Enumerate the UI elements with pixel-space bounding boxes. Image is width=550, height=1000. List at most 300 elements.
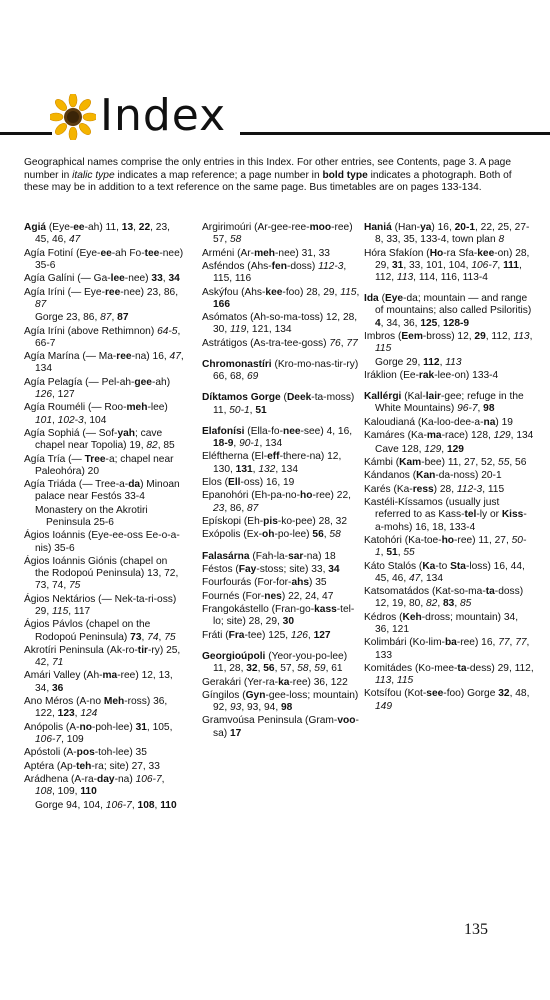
index-entry xyxy=(202,529,360,541)
text-run: 112-3 xyxy=(318,260,344,272)
text-run: -ah Fo- xyxy=(111,247,145,259)
index-entry xyxy=(24,273,184,285)
text-run: 50-1 xyxy=(229,404,250,416)
index-entry xyxy=(364,293,534,330)
text-run: meh xyxy=(254,247,276,259)
text-run: 87 xyxy=(117,312,129,324)
text-run: 129 xyxy=(424,443,442,455)
index-entry xyxy=(364,586,534,610)
text-run: Kiss xyxy=(501,509,524,521)
text-run: -dross; mountain) 34, 36, 121 xyxy=(375,611,519,635)
index-entry xyxy=(202,287,360,311)
text-run: Kamáres (Ka- xyxy=(364,430,427,442)
text-run: see xyxy=(426,688,444,700)
index-entry xyxy=(364,612,534,636)
index-entry xyxy=(24,556,184,593)
text-run: 115 xyxy=(375,343,392,355)
text-run: ee xyxy=(73,222,85,233)
index-entry xyxy=(24,645,184,669)
text-run: , xyxy=(439,356,446,368)
text-run: Ano Méros (A-no xyxy=(24,696,104,708)
text-run: , 48, xyxy=(509,688,530,700)
text-run: 55 xyxy=(498,456,510,468)
text-run: , 134 xyxy=(510,430,534,442)
text-run: Káto Stalós ( xyxy=(364,560,423,572)
text-run: , xyxy=(391,675,397,687)
text-run: , 112, xyxy=(375,259,522,283)
text-run: kee xyxy=(265,286,283,298)
text-run: ma xyxy=(426,430,442,442)
text-run: -stoss; site) 33, xyxy=(256,563,329,575)
text-run: Eléftherna (El- xyxy=(202,451,268,463)
text-run: 106-7 xyxy=(471,259,498,271)
text-run: italic type xyxy=(72,169,115,181)
text-run: ress xyxy=(412,483,434,495)
text-run: -tel-lo; site) 28, 29, xyxy=(213,604,355,628)
index-entry xyxy=(24,479,184,503)
text-run: 125 xyxy=(420,317,438,329)
text-run: 31 xyxy=(392,259,404,271)
text-run: -ree) 36, 122 xyxy=(289,676,348,688)
text-run: 32 xyxy=(246,663,258,675)
index-column-3 xyxy=(364,222,534,714)
text-run: Arádhena (A-ra- xyxy=(24,774,98,786)
text-run: Gorge 23, 86, xyxy=(35,312,101,324)
index-entry xyxy=(202,222,360,246)
index-entry xyxy=(24,377,184,401)
text-run: -to xyxy=(435,560,451,572)
text-run: Eem xyxy=(401,331,423,342)
text-run: 106-7 xyxy=(35,733,62,745)
index-entry xyxy=(202,551,360,563)
text-run: 87 xyxy=(35,298,47,310)
text-run: ahs xyxy=(291,577,310,589)
index-subentry xyxy=(24,505,184,529)
text-run: tel xyxy=(464,509,477,521)
text-run: Tree xyxy=(84,453,106,465)
text-run: 77 xyxy=(346,337,358,349)
text-run: , 134 xyxy=(275,463,299,475)
text-run: , xyxy=(509,637,516,649)
text-run: , xyxy=(133,222,139,233)
text-run: , xyxy=(74,708,81,720)
text-run: , xyxy=(340,337,347,349)
text-run: 98 xyxy=(281,702,293,714)
index-entry xyxy=(202,651,360,675)
text-run: , 93, 94, xyxy=(241,702,281,714)
text-run: Amári Valley (Ah- xyxy=(24,670,103,682)
text-run: 108 xyxy=(137,799,155,811)
index-entry xyxy=(202,451,360,475)
text-run: Kam xyxy=(399,456,422,468)
text-run: Fráti ( xyxy=(202,629,229,641)
text-run: kee xyxy=(477,247,495,259)
text-run: -nee) 23, 86, xyxy=(120,286,179,298)
text-run: 113 xyxy=(445,356,462,368)
text-run: -see) 4, 16, xyxy=(300,425,353,437)
index-entry xyxy=(202,564,360,576)
text-run: ; cave chapel near Topolia) 19, xyxy=(35,427,163,452)
index-entry xyxy=(364,663,534,687)
text-run: 106-7 xyxy=(135,774,162,786)
text-run: Kolimbári (Ko-lim- xyxy=(364,637,445,649)
text-run: -ree) 11, 27, xyxy=(454,534,512,546)
text-run: 56 xyxy=(263,663,275,675)
text-run: -on) 28, 29, xyxy=(375,247,530,271)
text-run: 47 xyxy=(69,234,81,246)
text-run: Kallérgi xyxy=(364,391,402,403)
header-rule-left xyxy=(0,132,52,135)
text-run: -na) xyxy=(114,774,136,786)
text-run: , 61 xyxy=(325,663,343,675)
text-run: moo xyxy=(309,222,332,233)
text-run: , xyxy=(154,799,161,811)
text-run: -bee) 11, 27, 52, xyxy=(421,456,499,468)
index-entry xyxy=(202,392,360,416)
text-run: Asómatos (Ah-so-ma-toss) 12, 28, 30, xyxy=(202,312,358,336)
text-run: 29 xyxy=(474,331,486,342)
text-run: , xyxy=(233,437,240,449)
index-entry xyxy=(202,477,360,489)
page-number: 135 xyxy=(464,921,488,938)
text-run: 108 xyxy=(35,786,52,798)
text-run: 113 xyxy=(375,675,392,687)
text-run: 115 xyxy=(52,605,69,617)
intro-paragraph xyxy=(24,157,532,195)
text-run: , xyxy=(529,331,533,342)
text-run: , 121, 134 xyxy=(246,324,292,336)
index-entry xyxy=(24,428,184,452)
text-run: , 134 xyxy=(420,572,444,584)
index-subentry xyxy=(364,357,534,369)
text-run: 30 xyxy=(282,616,294,628)
text-run: Agía Tría (— xyxy=(24,453,85,465)
text-run: Akrotíri Peninsula (Ak-ro- xyxy=(24,644,138,656)
text-run: (Eye- xyxy=(46,222,74,233)
text-run: (Ella-fo- xyxy=(244,425,283,437)
text-run: ba xyxy=(444,637,457,649)
text-run: 111 xyxy=(503,259,519,271)
text-run: 50-1 xyxy=(375,534,527,559)
text-run: , 56 xyxy=(509,456,527,468)
text-run: ho xyxy=(441,534,455,546)
text-run: -da; mountain — and range of mountains; also called Psiloritis) xyxy=(375,293,532,317)
text-run: Kan xyxy=(416,470,436,482)
text-run: Kédros ( xyxy=(364,611,403,623)
index-entry xyxy=(202,604,360,628)
text-run: ma xyxy=(102,670,118,682)
text-run: , xyxy=(437,317,443,329)
text-run: 96-7 xyxy=(457,403,478,415)
index-column-2 xyxy=(202,222,360,741)
text-run: Féstos ( xyxy=(202,563,239,575)
index-subentry xyxy=(24,312,184,324)
index-column-1 xyxy=(24,222,184,813)
text-run: 69 xyxy=(247,371,259,383)
index-entry xyxy=(364,417,534,429)
index-entry xyxy=(364,248,534,285)
index-entry xyxy=(202,426,360,450)
text-run: Gramvoúsa Peninsula (Gram- xyxy=(202,715,338,727)
text-run: da xyxy=(128,479,141,491)
text-run: Agía Triáda (— Tree-a- xyxy=(24,479,129,491)
text-run: -ree) 16, xyxy=(456,637,499,649)
text-run: , xyxy=(308,663,315,675)
text-run: Ágios Nektários (— Nek-ta-ri-oss) 29, xyxy=(24,593,177,617)
text-run: Epískopi (Eh- xyxy=(202,515,264,527)
text-run: Arméni (Ar- xyxy=(202,247,255,259)
text-run: Frangokástello (Fran-go- xyxy=(202,604,315,616)
text-run: -ra Sfa- xyxy=(443,247,478,259)
text-run: -toh-lee) 35 xyxy=(94,747,147,759)
text-run: Agía Marína (— Ma- xyxy=(24,351,117,363)
text-run: 112 xyxy=(423,356,440,368)
text-run: , xyxy=(158,631,165,643)
text-run: Georgioúpoli xyxy=(202,650,266,662)
text-run: 90-1 xyxy=(239,437,260,449)
text-run: 110 xyxy=(80,786,97,798)
sunflower-icon xyxy=(50,94,96,140)
text-run: 82 xyxy=(425,598,438,610)
index-entry xyxy=(24,530,184,554)
text-run: Gorge 29, xyxy=(375,356,424,368)
index-entry xyxy=(364,391,534,415)
text-run: , xyxy=(252,463,259,475)
text-run: Apóstoli (A- xyxy=(24,747,77,759)
text-run: -dess) 29, 112, xyxy=(466,662,534,674)
text-run: Agía Sophiá (— Sof- xyxy=(24,427,118,439)
index-entry xyxy=(202,312,360,336)
index-entry xyxy=(202,630,360,642)
text-run: 124 xyxy=(80,708,98,720)
text-run: 83 xyxy=(443,598,455,610)
text-run: 56 xyxy=(312,529,324,541)
text-run: , xyxy=(397,547,404,559)
text-run: Falasárna xyxy=(202,550,250,562)
text-run: ) Minoan palace near Festós 33-4 xyxy=(35,479,180,503)
text-run: , 33, 101, 104, xyxy=(403,259,472,271)
index-entry xyxy=(24,222,184,246)
text-run: Meh xyxy=(103,696,125,708)
text-run: 20-1 xyxy=(454,222,476,233)
text-run: 87 xyxy=(100,312,112,324)
text-run: Eye xyxy=(384,293,404,305)
text-run: 77 xyxy=(515,637,527,649)
text-run: Díktamos Gorge xyxy=(202,392,281,404)
text-run: , 23, 45, 46, xyxy=(35,222,170,246)
text-run: Kastéli-Kíssamos (usually just referred to as Kass- xyxy=(364,497,500,521)
text-run: rak xyxy=(418,369,435,381)
text-run: indicates a photograph. Both of these may be in addition to a text reference on the same page. Bus timetables are on pages 133-134. xyxy=(24,169,512,194)
text-run: -loss) 16, 44, 45, 46, xyxy=(375,560,525,584)
text-run: meh xyxy=(126,402,148,414)
text-run: ) 28, xyxy=(433,483,457,495)
index-entry xyxy=(364,470,534,482)
index-entry xyxy=(24,326,184,350)
text-run: -lee) xyxy=(147,402,168,414)
text-run: (Yeor-you-po-lee) 11, 28, xyxy=(213,650,348,675)
text-run: Agía Iríni (— Eye- xyxy=(24,286,105,298)
text-run: Astrátigos (As-tra-tee-goss) xyxy=(202,337,330,349)
text-run: , xyxy=(52,414,58,426)
text-run: Agía Galíni (— Ga- xyxy=(24,273,111,285)
index-entry xyxy=(364,561,534,585)
index-entry xyxy=(364,457,534,469)
text-run: 17 xyxy=(229,727,242,739)
text-run: tir xyxy=(137,644,148,656)
index-entry xyxy=(364,370,534,382)
index-entry xyxy=(364,430,534,442)
text-run: Keh xyxy=(402,611,422,623)
text-run: Kámbi ( xyxy=(364,456,400,468)
text-run: 58 xyxy=(230,234,242,246)
text-run: Asféndos (Ahs- xyxy=(202,260,272,272)
text-run: kass xyxy=(314,604,337,616)
text-run: pis xyxy=(263,515,278,527)
text-run: Gyn xyxy=(245,689,266,701)
text-run: , 117 xyxy=(68,605,91,617)
text-run: 166 xyxy=(213,298,230,310)
text-run: -poh-lee) xyxy=(91,721,136,733)
text-run: 8 xyxy=(498,234,505,246)
text-run: 115 xyxy=(340,286,357,298)
text-run: , 57, xyxy=(274,663,298,675)
text-run: Agía Fotiní (Eye- xyxy=(24,247,101,259)
text-run: , 66-7 xyxy=(35,325,181,349)
text-run: , xyxy=(441,443,447,455)
index-entry xyxy=(202,490,360,514)
text-run: Agiá xyxy=(24,222,47,233)
text-run: , 86, xyxy=(224,502,247,514)
index-entry xyxy=(202,577,360,589)
text-run: teh xyxy=(76,760,92,772)
text-run: (Kal- xyxy=(401,391,426,403)
index-subentry xyxy=(24,800,184,812)
text-run: , xyxy=(257,663,264,675)
index-entry xyxy=(364,331,534,355)
text-run: 128-9 xyxy=(443,317,470,329)
text-run: ree xyxy=(116,351,132,363)
text-run: , xyxy=(323,529,330,541)
index-entry xyxy=(202,677,360,689)
text-run: lee xyxy=(110,273,125,285)
text-run: tee xyxy=(144,247,160,259)
header-rule-right xyxy=(240,132,550,135)
text-run: , 133 xyxy=(375,637,530,661)
text-run: ta xyxy=(457,662,467,674)
text-run: 47 xyxy=(409,572,421,584)
text-run: , xyxy=(131,799,138,811)
text-run: 55 xyxy=(403,547,415,559)
text-run: 75 xyxy=(164,631,176,643)
text-run: , xyxy=(141,631,148,643)
index-entry xyxy=(24,761,184,773)
text-run: Fay xyxy=(238,563,257,575)
text-run: 106-7 xyxy=(105,799,132,811)
text-run: 32 xyxy=(498,688,510,700)
text-run: 82 xyxy=(146,440,158,452)
text-run: -bross) 12, xyxy=(422,331,475,342)
text-run: 51 xyxy=(255,404,267,416)
text-run: 34 xyxy=(168,273,180,285)
text-run: Fournés (For- xyxy=(202,590,265,602)
text-run: Sta xyxy=(450,560,466,572)
text-run: , 115 xyxy=(482,483,505,495)
text-run: , xyxy=(356,286,360,298)
text-run: Argirimoúri (Ar-gee-ree- xyxy=(202,222,310,233)
text-run: ta xyxy=(485,586,495,598)
text-run: -a-mohs) 16, 18, 133-4 xyxy=(375,509,527,533)
text-run: , xyxy=(161,774,165,786)
text-run: 71 xyxy=(52,657,64,669)
text-run: Monastery on the Akrotiri Peninsula 25-6 xyxy=(35,504,148,528)
text-run: (Kro-mo-nas-tir-ry) 66, 68, xyxy=(213,358,359,383)
text-run: -ko-pee) 28, 32 xyxy=(277,515,347,527)
index-entry xyxy=(202,516,360,528)
text-run: ) 16, xyxy=(431,222,455,233)
text-run: -ree) 12, 13, 34, xyxy=(35,670,173,694)
page-header xyxy=(0,88,550,148)
text-run: , 134 xyxy=(35,351,184,375)
index-entry xyxy=(364,484,534,496)
text-run: Ho xyxy=(429,247,444,259)
text-run: -doss) 12, 19, 80, xyxy=(375,586,524,610)
text-run: 98 xyxy=(483,403,495,415)
text-run: , 22, 25, 27-8, 33, 35, 133-4, town plan xyxy=(375,222,530,246)
text-run: -ta-moss) 11, xyxy=(213,392,355,416)
index-entry xyxy=(24,287,184,311)
text-run: -nee) 31, 33 xyxy=(275,247,330,259)
text-run: Ida xyxy=(364,293,379,305)
text-run: 149 xyxy=(375,700,392,712)
text-run: ) 19 xyxy=(495,416,513,428)
text-run: , xyxy=(454,598,461,610)
text-run: Ágios Ioánnis (Eye-ee-oss Ee-o-a-nis) 35-6 xyxy=(24,530,180,554)
text-run: 33 xyxy=(151,273,163,285)
text-run: 115 xyxy=(396,675,414,687)
text-run: ya xyxy=(420,222,432,233)
text-run: -race) 128, xyxy=(441,430,494,442)
text-run: 74 xyxy=(147,631,159,643)
index-entry xyxy=(364,637,534,661)
text-run: yah xyxy=(117,427,135,439)
text-run: -ah) xyxy=(151,376,171,388)
text-run: Gerakári (Yer-ra- xyxy=(202,676,279,688)
text-run: 4 xyxy=(375,317,381,329)
text-run: -gee; refuge in the White Mountains) xyxy=(375,391,524,415)
text-run: -a; chapel near Paleohóra) 20 xyxy=(35,453,174,477)
text-run: Gíngilos ( xyxy=(202,689,246,701)
text-run: ) 22, 24, 47 xyxy=(281,590,334,602)
text-run: 59 xyxy=(314,663,326,675)
text-run: -lee-on) 133-4 xyxy=(434,369,499,381)
text-run: , xyxy=(111,312,118,324)
text-run: Elafonísi xyxy=(202,425,245,437)
text-run: 131 xyxy=(235,463,253,475)
text-run: nes xyxy=(264,590,282,602)
text-run: -ah) 11, xyxy=(84,222,122,233)
index-entry xyxy=(202,715,360,739)
text-run: 112-3 xyxy=(456,483,483,495)
text-run: Agía Pelagía (— Pel-ah- xyxy=(24,376,135,388)
index-entry xyxy=(202,338,360,350)
text-run: Deek xyxy=(286,392,312,404)
text-run: Geographical names comprise the only entries in this Index. For other entries, see Contents, page 3. A page number in xyxy=(24,157,512,181)
text-run: 58 xyxy=(297,663,309,675)
index-entry xyxy=(202,248,360,260)
text-run: 76 xyxy=(329,337,341,349)
text-run: Askýfou (Ahs- xyxy=(202,286,266,298)
